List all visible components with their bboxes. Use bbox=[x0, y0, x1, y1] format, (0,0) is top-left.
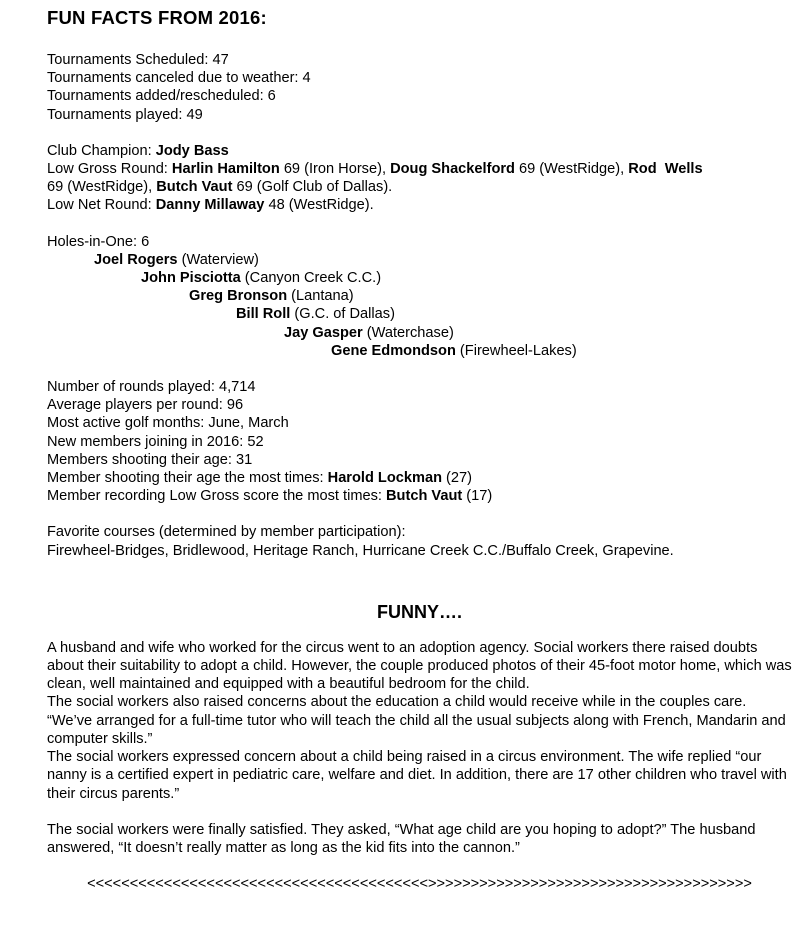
tournaments-played: Tournaments played: 49 bbox=[47, 106, 203, 123]
champion-label: Club Champion: bbox=[47, 142, 156, 159]
most-age-name: Harold Lockman bbox=[327, 470, 442, 487]
members-shooting-age: Members shooting their age: 31 bbox=[47, 451, 253, 468]
most-age-label: Member shooting their age the most times: bbox=[47, 470, 328, 487]
championship-results bbox=[47, 142, 792, 215]
hole-in-one-name: Joel Rogers bbox=[94, 251, 178, 268]
funny-heading: FUNNY…. bbox=[377, 601, 462, 622]
round-statistics bbox=[47, 378, 792, 505]
low-gross-player-4: Butch Vaut bbox=[156, 179, 233, 196]
story-paragraph-2: The social workers also raised concerns about the education a child would receive while in the couples care. bbox=[47, 694, 747, 711]
low-gross-player-1: Harlin Hamilton bbox=[171, 161, 280, 178]
most-low-name: Butch Vaut bbox=[386, 488, 463, 505]
most-age-shots bbox=[47, 469, 792, 487]
low-gross-detail-1: 69 (Iron Horse), bbox=[279, 161, 391, 178]
story-paragraph-5: The social workers were finally satisfied. They asked, “What age child are you hoping to adopt?” The husband answered, “It doesn’t really matter as long as the kid fits into the cannon.” bbox=[47, 821, 756, 856]
story-paragraph-3: “We’ve arranged for a full-time tutor who will teach the child all the usual subjects along with French, Mandarin and computer skills.” bbox=[47, 712, 786, 747]
champion-name: Jody Bass bbox=[155, 142, 229, 159]
arrow-divider: <<<<<<<<<<<<<<<<<<<<<<<<<<<<<<<<<<<<<<<<>>>>>>>>>>>>>>>>>>>>>>>>>>>>>>>>>>>>>> bbox=[87, 876, 752, 893]
tournaments-canceled: Tournaments canceled due to weather: 4 bbox=[47, 70, 311, 87]
hole-in-one-name: Jay Gasper bbox=[284, 324, 363, 341]
holes-in-one-label: Holes-in-One: 6 bbox=[47, 233, 150, 250]
low-net-label: Low Net Round: bbox=[47, 197, 156, 214]
hole-in-one-entry bbox=[47, 287, 792, 305]
newsletter-page bbox=[47, 7, 792, 893]
average-players: Average players per round: 96 bbox=[47, 397, 244, 414]
tournament-stats bbox=[47, 51, 792, 124]
low-gross-player-3: Rod Wells bbox=[628, 161, 703, 178]
hole-in-one-entry bbox=[47, 269, 792, 287]
holes-in-one bbox=[47, 233, 792, 360]
low-gross-player-2: Doug Shackelford bbox=[390, 161, 515, 178]
tournaments-added: Tournaments added/rescheduled: 6 bbox=[47, 88, 276, 105]
low-gross-line-1 bbox=[47, 160, 792, 178]
tournaments-scheduled: Tournaments Scheduled: 47 bbox=[47, 52, 229, 68]
story-paragraph-4: The social workers expressed concern about a child being raised in a circus environment. The wife replied “our nanny is a certified expert in pediatric care, welfare and diet. In addition, there are 17 other children who travel with their circus parents.” bbox=[47, 749, 787, 802]
most-low-label: Member recording Low Gross score the most times: bbox=[47, 488, 387, 505]
active-months: Most active golf months: June, March bbox=[47, 415, 289, 432]
low-net-round bbox=[47, 196, 792, 214]
hole-in-one-entry bbox=[47, 251, 792, 269]
most-age-count: (27) bbox=[442, 470, 473, 487]
hole-in-one-name: Bill Roll bbox=[236, 306, 291, 323]
most-low-gross bbox=[47, 487, 792, 505]
funny-story bbox=[47, 639, 792, 857]
hole-in-one-name: Greg Bronson bbox=[189, 288, 288, 305]
low-gross-detail-4: 69 (Golf Club of Dallas). bbox=[232, 179, 393, 196]
low-gross-label: Low Gross Round: bbox=[47, 161, 172, 178]
low-net-detail: 48 (WestRidge). bbox=[264, 197, 374, 214]
hole-in-one-course: (Canyon Creek C.C.) bbox=[240, 270, 382, 287]
favorite-courses-label: Favorite courses (determined by member participation): bbox=[47, 524, 406, 541]
hole-in-one-name: John Pisciotta bbox=[141, 270, 241, 287]
hole-in-one-course: (Firewheel-Lakes) bbox=[455, 342, 577, 359]
low-gross-detail-2: 69 (WestRidge), bbox=[514, 161, 629, 178]
page-title: FUN FACTS FROM 2016: bbox=[47, 7, 267, 28]
low-net-name: Danny Millaway bbox=[155, 197, 265, 214]
favorite-courses-list: Firewheel-Bridges, Bridlewood, Heritage Ranch, Hurricane Creek C.C./Buffalo Creek, Grapevine. bbox=[47, 542, 674, 559]
hole-in-one-course: (G.C. of Dallas) bbox=[290, 306, 395, 323]
hole-in-one-entry bbox=[47, 324, 792, 342]
hole-in-one-course: (Lantana) bbox=[287, 288, 354, 305]
hole-in-one-entry bbox=[47, 342, 792, 360]
low-gross-detail-3: 69 (WestRidge), bbox=[47, 179, 157, 196]
story-paragraph-1: A husband and wife who worked for the circus went to an adoption agency. Social workers there raised doubts about their suitability to adopt a child. However, the couple produced photos of their 45-foot motor home, which was clean, well maintained and equipped with a beautiful bedroom for the child. bbox=[47, 639, 792, 693]
new-members: New members joining in 2016: 52 bbox=[47, 433, 264, 450]
most-low-count: (17) bbox=[462, 488, 493, 505]
hole-in-one-entry bbox=[47, 305, 792, 323]
hole-in-one-course: (Waterchase) bbox=[362, 324, 454, 341]
hole-in-one-name: Gene Edmondson bbox=[331, 342, 456, 359]
club-champion bbox=[47, 142, 792, 160]
hole-in-one-course: (Waterview) bbox=[177, 251, 259, 268]
rounds-played: Number of rounds played: 4,714 bbox=[47, 379, 256, 396]
low-gross-line-2 bbox=[47, 178, 792, 196]
favorite-courses bbox=[47, 523, 792, 559]
